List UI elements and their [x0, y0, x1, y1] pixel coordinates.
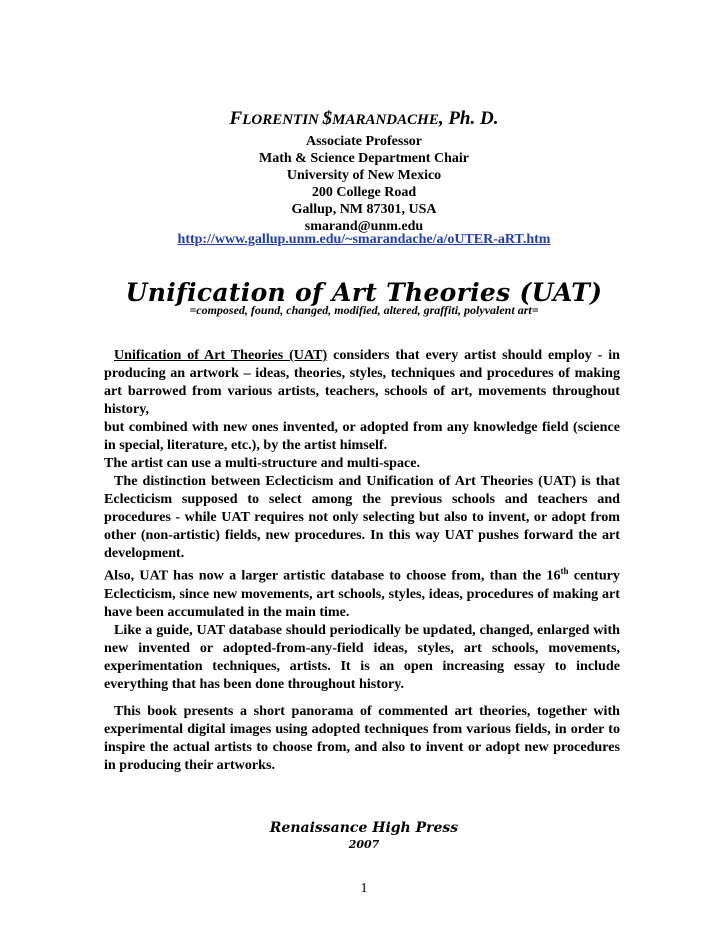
paragraph-4 — [104, 702, 620, 774]
paragraph-2 — [104, 472, 620, 621]
paragraph-1-text: considers that every artist should employ - in producing an artwork – ideas, theories, styles, techniques and procedures of making art barrowed from various artists, teachers, schools of art, movements throughout history, — [104, 347, 620, 417]
affiliation-title: Associate Professor — [306, 134, 422, 149]
publication-year: 2007 — [348, 838, 380, 851]
paragraph-3-text: Like a guide, UAT database should periodically be updated, changed, enlarged with new invented or adopted-from-any-field ideas, styles, art schools, movements, experimentation techniques, artists. It is an open increasing essay to include everything that has been done throughout history. — [104, 622, 620, 692]
affiliation-university: University of New Mexico — [286, 168, 442, 183]
uat-term-link[interactable]: Unification of Art Theories (UAT) — [114, 347, 328, 363]
affiliation-department: Math & Science Department Chair — [259, 151, 469, 166]
author-last-rest: MARANDACHE — [332, 112, 439, 128]
paragraph-3 — [104, 621, 620, 693]
author-degree: , Ph. D. — [438, 108, 499, 129]
publisher-name: Renaissance High Press — [269, 820, 459, 836]
document-subtitle: =composed, found, changed, modified, altered, graffiti, polyvalent art= — [189, 303, 539, 317]
ordinal-suffix: th — [560, 566, 569, 576]
page-number: 1 — [360, 881, 368, 896]
paragraph-1-line-2: but combined with new ones invented, or adopted from any knowledge field (science in special, literature, etc.), by the artist himself. — [104, 419, 620, 453]
paragraph-2-line-2-a: Also, UAT has now a larger artistic database to choose from, than the 16 — [104, 567, 561, 584]
paragraph-4-text: This book presents a short panorama of commented art theories, together with experimental digital images using adopted techniques from various fields, in order to inspire the actual artists to choose from, and also to invent or adopt new procedures in producing their artworks. — [104, 703, 620, 773]
affiliation-street: 200 College Road — [311, 185, 417, 200]
affiliation-email: smarand@unm.edu — [304, 219, 424, 234]
author-initial-f: F — [229, 108, 243, 129]
paragraph-2-text: The distinction between Eclecticism and Unification of Art Theories (UAT) is that Eclecticism supposed to select among the previous schools and teachers and procedures - while UAT requires not only selecting but also to invent, or adopt from other (non-artistic) fields, new procedures. In this way UAT pushes forward the art development. — [104, 473, 620, 561]
paragraph-2-line-2 — [104, 562, 620, 621]
author-name — [0, 108, 728, 130]
author-first-rest: LORENTIN — [242, 112, 323, 128]
paragraph-1 — [104, 346, 620, 472]
paragraph-2-line-2-b: century Eclecticism, since new movements, art schools, styles, ideas, procedures of making art have been accumulated in the main time. — [104, 567, 620, 620]
document-title: Unification of Art Theories (UAT) — [125, 278, 603, 307]
homepage-link[interactable]: http://www.gallup.unm.edu/~smarandache/a/oUTER-aRT.htm — [177, 232, 551, 247]
affiliation-city: Gallup, NM 87301, USA — [291, 202, 437, 217]
paragraph-1-line-3: The artist can use a multi-structure and multi-space. — [104, 455, 421, 471]
author-initial-s: $ — [322, 108, 333, 129]
